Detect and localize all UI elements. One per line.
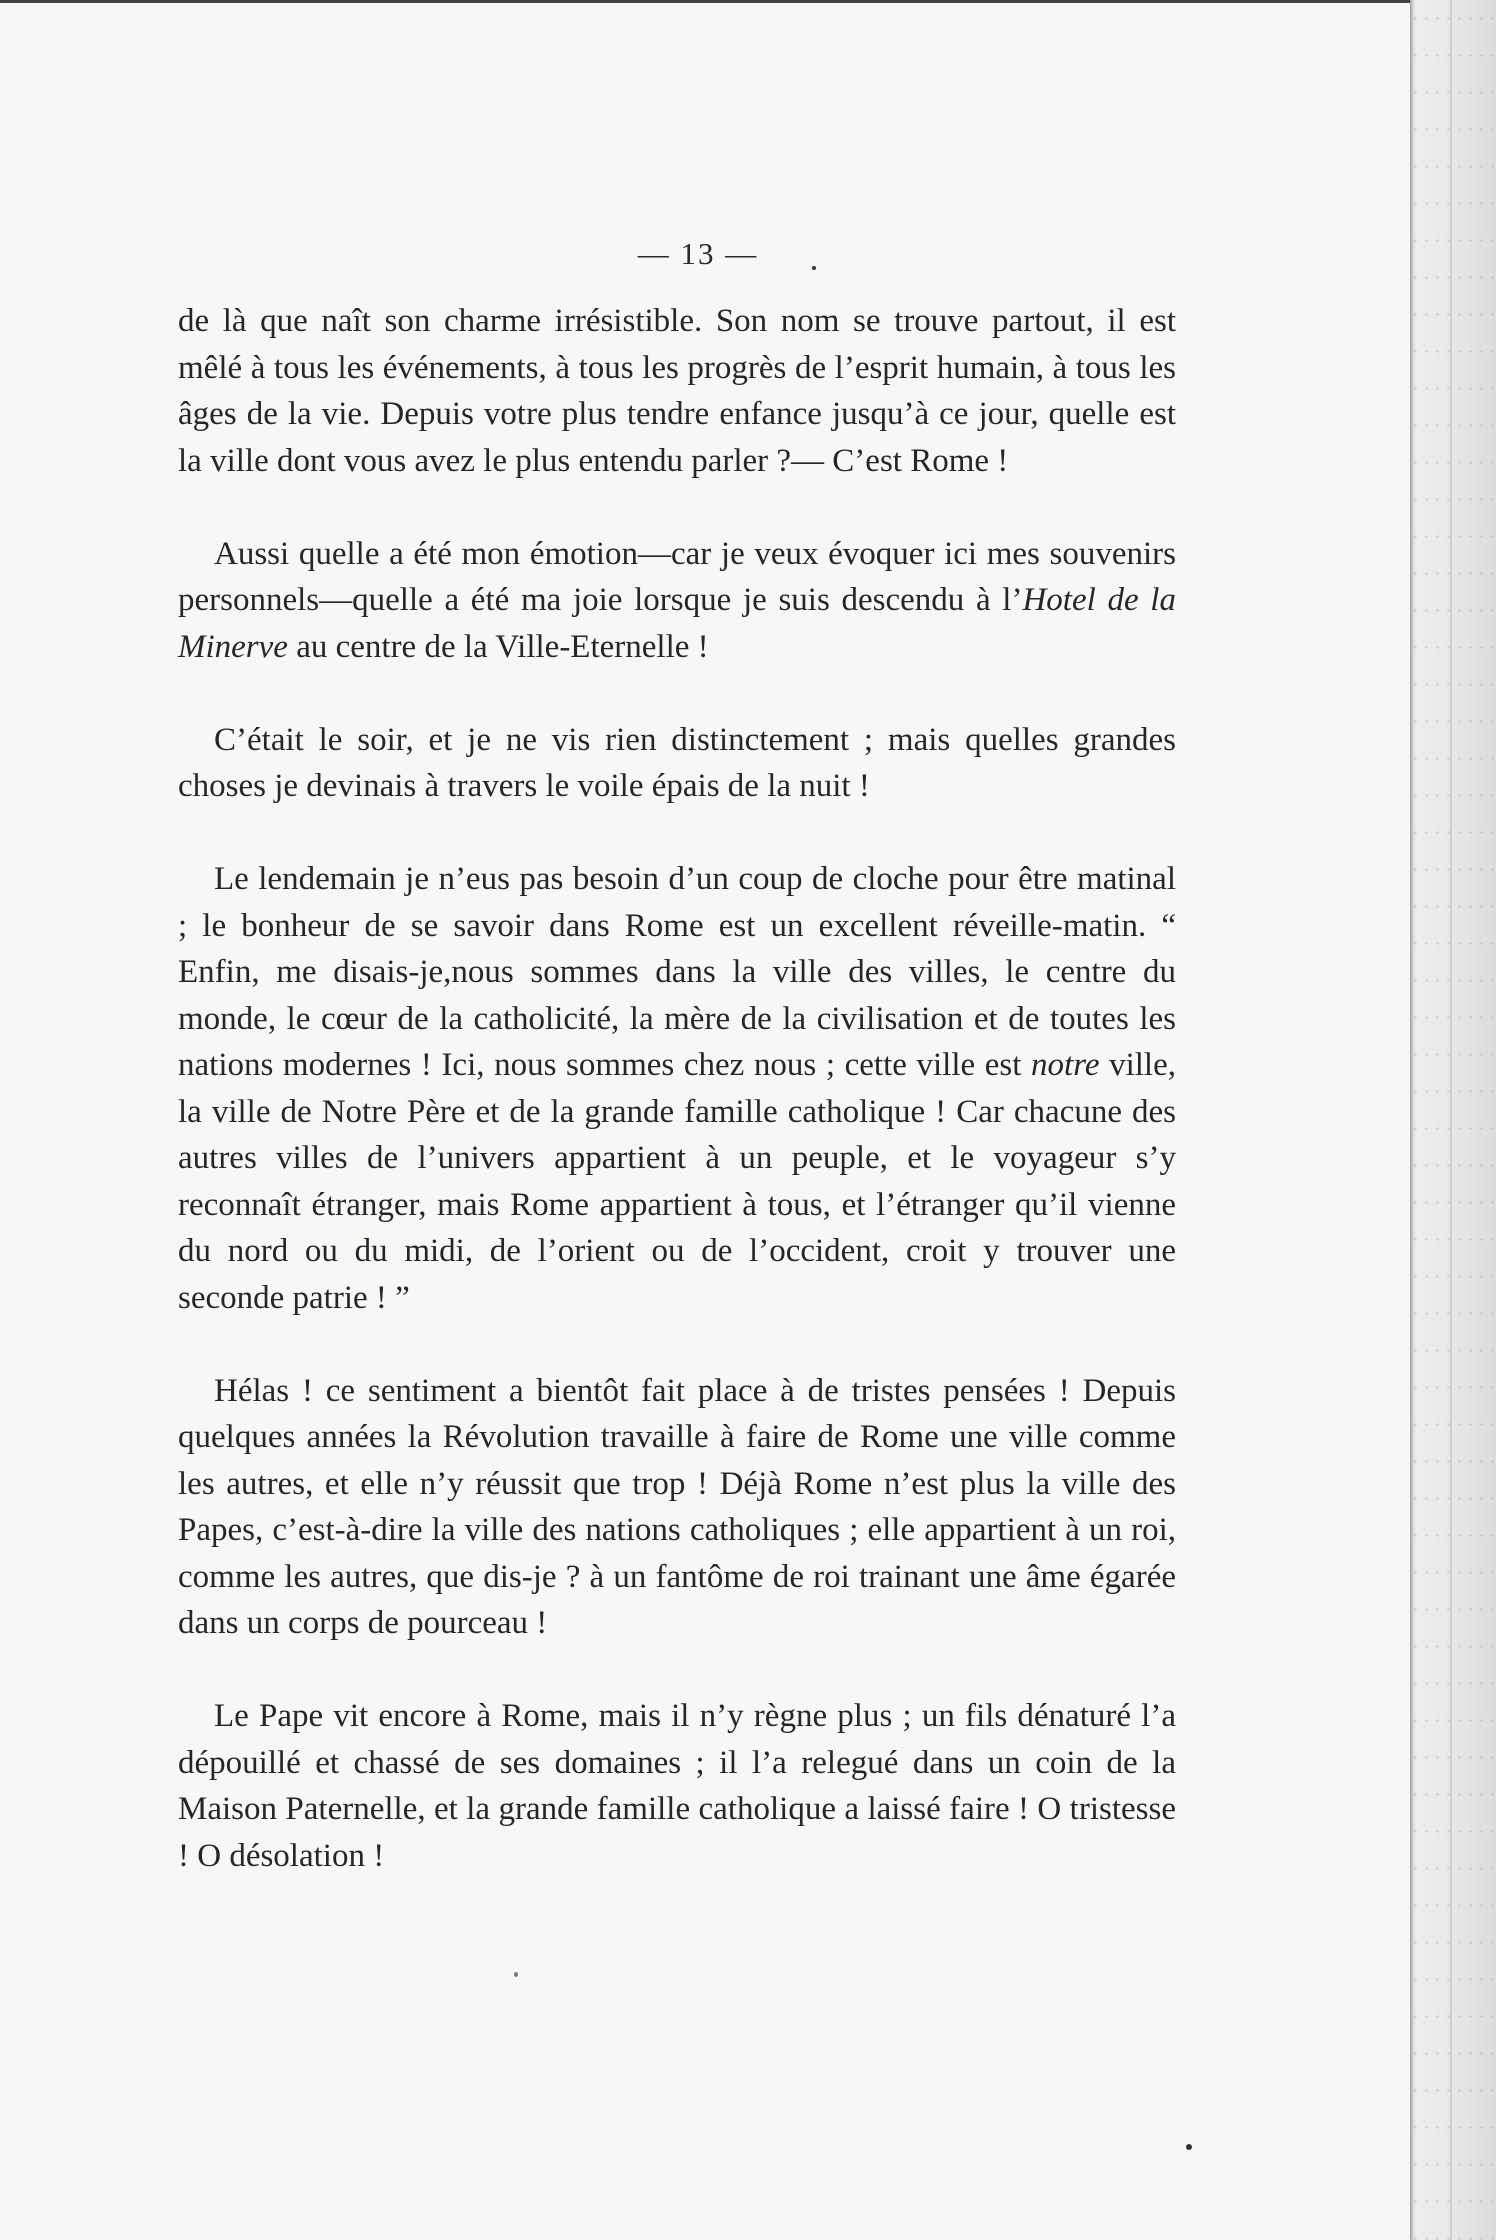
italic-text: notre <box>1031 1047 1100 1083</box>
paragraph <box>178 298 1176 484</box>
text-run: Le lendemain je n’eus pas besoin d’un coup de cloche pour être matinal ; le bonheur de se savoir dans Rome est un excellent réveille-matin. “ Enfin, me disais-je,nous sommes dans la ville des villes, le centre du monde, le cœur de la catholicité, la mère de la civilisation et de toutes les nations modernes ! Ici, nous sommes chez nous ; cette ville est <box>178 861 1176 1083</box>
paragraph <box>178 531 1176 671</box>
ink-speck <box>1186 2144 1192 2150</box>
italic-text: Hotel de la Minerve <box>178 582 1176 665</box>
page-edge-texture <box>1410 0 1496 2240</box>
text-run: C’était le soir, et je ne vis rien distinctement ; mais quelles grandes choses je devinais à travers le voile épais de la nuit ! <box>178 721 1176 804</box>
ink-speck <box>514 1972 518 1977</box>
text-run: Le Pape vit encore à Rome, mais il n’y règne plus ; un fils dénaturé l’a dépouillé et chassé de ses domaines ; il l’a relegué dans un coin de la Maison Paternelle, et la grande famille catholique a laissé faire ! O tristesse ! O désolation ! <box>178 1698 1176 1874</box>
text-run: au centre de la Ville-Eternelle ! <box>287 628 709 665</box>
text-run: Hélas ! ce sentiment a bientôt fait place à de tristes pensées ! Depuis quelques années la Révolution travaille à faire de Rome une ville comme les autres, et elle n’y réussit que trop ! Déjà Rome n’est plus la ville des Papes, c’est-à-dire la ville des nations catholiques ; elle appartient à un roi, comme les autres, que dis-je ? à un fantôme de roi trainant une âme égarée dans un corps de pourceau ! <box>178 1372 1176 1641</box>
paragraph <box>178 856 1176 1321</box>
paragraph <box>178 1693 1176 1879</box>
scan-top-edge <box>0 0 1410 3</box>
text-run: Aussi quelle a été mon émotion—car je veux évoquer ici mes souvenirs personnels—quelle a été ma joie lorsque je suis descendu à l’ <box>178 535 1176 618</box>
paragraph <box>178 717 1176 810</box>
page-number: — 13 — <box>637 236 759 271</box>
text-run: ville, la ville de Notre Père et de la grande famille catholique ! Car chacune des autres villes de l’univers appartient à un peuple, et le voyageur s’y reconnaît étranger, mais Rome appartient à tous, et l’étranger qu’il vienne du nord ou du midi, de l’orient ou de l’occident, croit y trouver une seconde patrie ! ” <box>178 1047 1176 1316</box>
text-run: de là que naît son charme irrésistible. Son nom se trouve partout, il est mêlé à tous les événements, à tous les progrès de l’esprit humain, à tous les âges de la vie. Depuis votre plus tendre enfance jusqu’à ce jour, quelle est la ville dont vous avez le plus entendu parler ?— C’est Rome ! <box>178 303 1176 479</box>
ink-speck <box>812 266 816 270</box>
paragraph <box>178 1368 1176 1647</box>
body-text <box>178 298 1176 1879</box>
